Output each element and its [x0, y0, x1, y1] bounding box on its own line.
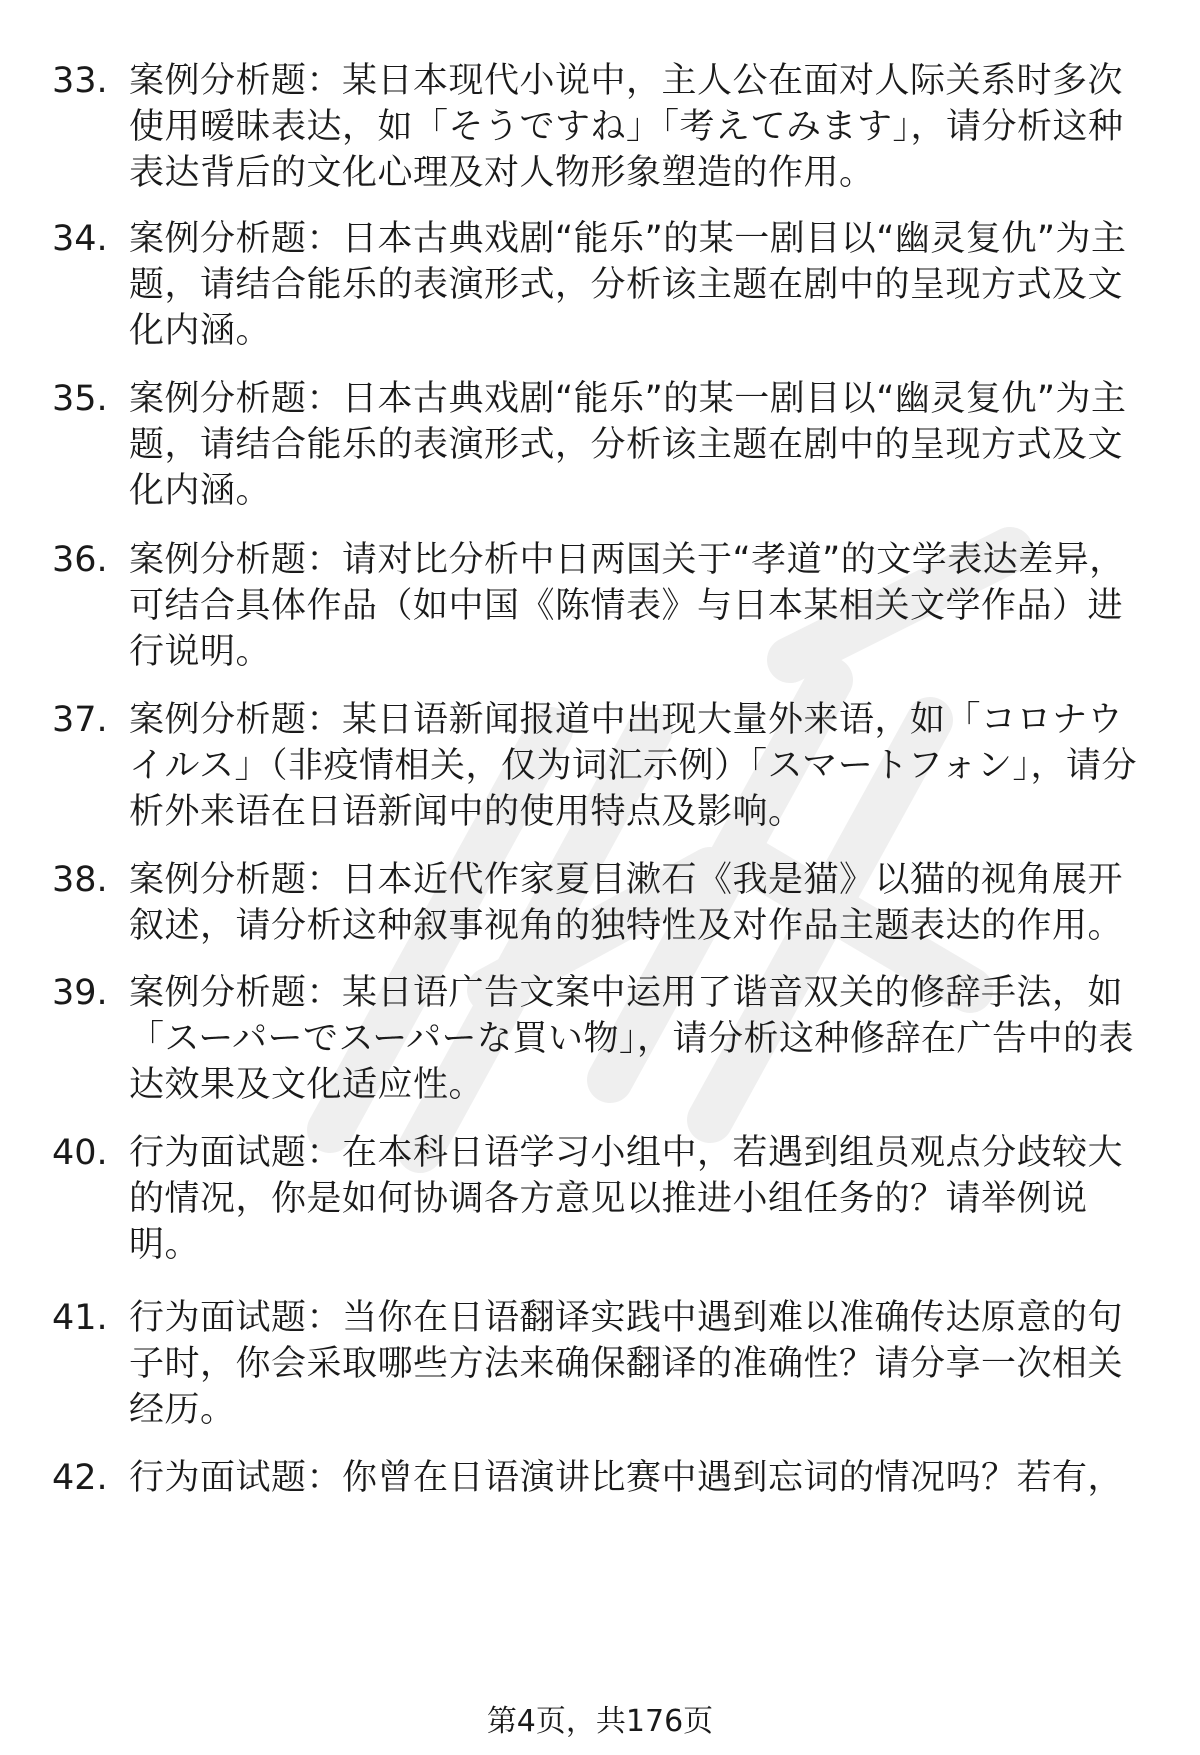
- question-number: 36.: [52, 540, 108, 580]
- question-text: 案例分析题：请对比分析中日两国关于“孝道”的文学表达差异，可结合具体作品（如中国《陈情表》与日本某相关文学作品）进行说明。: [129, 540, 1125, 672]
- question-text: 案例分析题：日本古典戏剧“能乐”的某一剧目以“幽灵复仇”为主题，请结合能乐的表演形式，分析该主题在剧中的呈现方式及文化内涵。: [129, 379, 1127, 511]
- question-text: 行为面试题：当你在日语翻译实践中遇到难以准确传达原意的句子时，你会采取哪些方法来确保翻译的准确性？请分享一次相关经历。: [129, 1298, 1124, 1430]
- question-number: 34.: [52, 219, 108, 259]
- question-number: 38.: [52, 860, 108, 900]
- question-text: 行为面试题：在本科日语学习小组中，若遇到组员观点分歧较大的情况，你是如何协调各方意见以推进小组任务的？请举例说明。: [129, 1133, 1124, 1265]
- question-number: 33.: [52, 61, 108, 101]
- question-text: 案例分析题：某日语广告文案中运用了谐音双关的修辞手法，如「スーパーでスーパーな買い物」，请分析这种修辞在广告中的表达效果及文化适应性。: [129, 973, 1135, 1105]
- question-number: 39.: [52, 973, 108, 1013]
- question-number: 35.: [52, 379, 108, 419]
- question-number: 42.: [52, 1458, 108, 1498]
- question-number: 41.: [52, 1298, 108, 1338]
- question-number: 37.: [52, 700, 108, 740]
- page-footer: 第4页，共176页: [486, 1704, 714, 1739]
- question-text: 案例分析题：某日语新闻报道中出现大量外来语，如「コロナウイルス」（非疫情相关，仅为词汇示例）「スマートフォン」，请分析外来语在日语新闻中的使用特点及影响。: [129, 700, 1137, 832]
- question-number: 40.: [52, 1133, 108, 1173]
- question-text: 行为面试题：你曾在日语演讲比赛中遇到忘词的情况吗？若有，: [129, 1458, 1124, 1498]
- question-text: 案例分析题：某日本现代小说中，主人公在面对人际关系时多次使用暧昧表达，如「そうですね」「考えてみます」，请分析这种表达背后的文化心理及对人物形象塑造的作用。: [129, 61, 1124, 193]
- question-text: 案例分析题：日本古典戏剧“能乐”的某一剧目以“幽灵复仇”为主题，请结合能乐的表演形式，分析该主题在剧中的呈现方式及文化内涵。: [129, 219, 1127, 351]
- question-text: 案例分析题：日本近代作家夏目漱石《我是猫》以猫的视角展开叙述，请分析这种叙事视角的独特性及对作品主题表达的作用。: [129, 860, 1124, 946]
